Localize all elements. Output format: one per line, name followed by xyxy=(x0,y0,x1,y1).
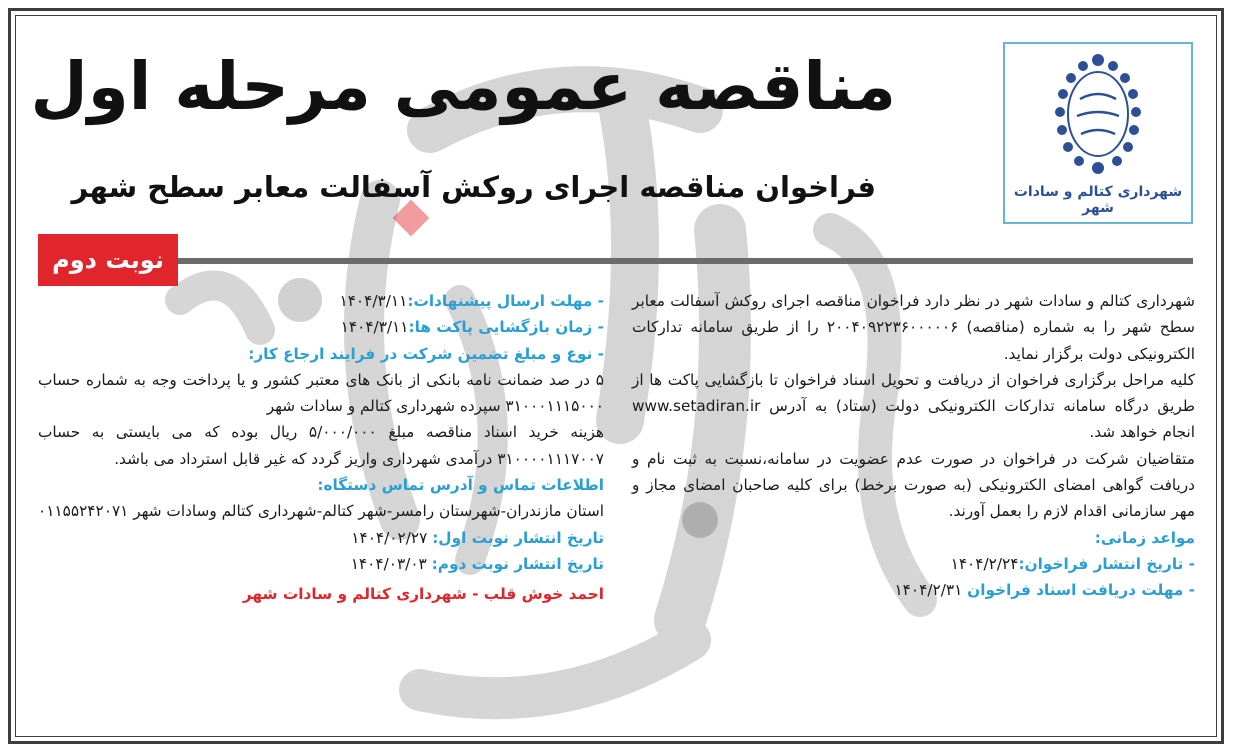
opening-time-label: - زمان بازگشایی پاکت ها: xyxy=(408,318,604,337)
setad-url: www.setadiran.ir xyxy=(632,397,761,416)
docs-deadline-label: - مهلت دریافت اسناد فراخوان xyxy=(967,581,1195,600)
guarantee-heading: - نوع و مبلغ تضمین شرکت در فرایند ارجاع کار: xyxy=(248,344,604,363)
municipality-logo xyxy=(1003,42,1193,224)
submit-deadline-value: ۱۴۰۴/۳/۱۱ xyxy=(339,292,408,310)
header-divider xyxy=(40,258,1193,264)
first-publication-row xyxy=(38,525,604,551)
left-column xyxy=(38,288,604,608)
right-column xyxy=(632,288,1195,604)
opening-time-row xyxy=(38,314,604,340)
emblem-icon xyxy=(1005,44,1191,194)
logo-caption: شهرداری کتالم و سادات شهر xyxy=(1013,184,1183,216)
docs-deadline-value: ۱۴۰۴/۲/۳۱ xyxy=(894,581,963,600)
contact-text: استان مازندران-شهرستان رامسر-شهر کتالم-شهرداری کتالم وسادات شهر ۰۱۱۵۵۲۴۲۰۷۱ xyxy=(38,502,604,521)
second-publication-label: تاریخ انتشار نوبت دوم: xyxy=(431,554,604,573)
procedure-paragraph xyxy=(632,367,1195,446)
intro-paragraph: شهرداری کتالم و سادات شهر در نظر دارد فراخوان مناقصه اجرای روکش آسفالت معابر سطح شهر را به شماره (مناقصه) ۲۰۰۴۰۹۲۲۳۶۰۰۰۰۰۶ را از طریق سامانه تدارکات الکترونیکی دولت برگزار نماید. xyxy=(632,292,1195,363)
second-publication-value: ۱۴۰۴/۰۳/۰۳ xyxy=(350,554,427,573)
publish-date-row xyxy=(632,551,1195,577)
first-publication-label: تاریخ انتشار نوبت اول: xyxy=(432,528,604,547)
page-subtitle: فراخوان مناقصه اجرای روکش آسفالت معابر سطح شهر xyxy=(71,170,876,204)
registration-paragraph: متقاضیان شرکت در فراخوان در صورت عدم عضویت در سامانه،نسبت به ثبت نام و دریافت گواهی امضای الکترونیکی (به صورت برخط) برای کلیه صاحبان امضای مجاز و مهر سازمانی اقدام لازم را بعمل آورند. xyxy=(632,449,1195,521)
submit-deadline-row xyxy=(38,288,604,314)
opening-time-value: ۱۴۰۴/۳/۱۱ xyxy=(340,318,409,337)
contact-heading: اطلاعات تماس و آدرس تماس دستگاه: xyxy=(317,476,604,495)
submit-deadline-label: - مهلت ارسال پیشنهادات: xyxy=(407,292,604,310)
procedure-tail: انجام خواهد شد. xyxy=(1089,423,1195,442)
publish-date-value: ۱۴۰۴/۲/۲۴ xyxy=(950,554,1019,573)
issue-badge: نوبت دوم xyxy=(38,234,178,286)
signature: احمد خوش قلب - شهرداری کتالم و سادات شهر xyxy=(242,585,604,604)
guarantee-text: ۵ در صد ضمانت نامه بانکی از بانک های معتبر کشور و یا پرداخت وجه به شماره حساب ۳۱۰۰۰۱۱۱۵۰۰۰ سپرده شهرداری کتالم و سادات شهر xyxy=(38,370,604,416)
first-publication-value: ۱۴۰۴/۰۲/۲۷ xyxy=(351,528,428,547)
page-title: مناقصه عمومی مرحله اول xyxy=(30,48,896,125)
second-publication-row xyxy=(38,551,604,577)
schedule-heading: مواعد زمانی: xyxy=(1094,528,1195,547)
docs-deadline-row xyxy=(632,577,1195,603)
publish-date-label: - تاریخ انتشار فراخوان: xyxy=(1018,554,1195,573)
procedure-text: کلیه مراحل برگزاری فراخوان از دریافت و تحویل اسناد فراخوان تا بازگشایی پاکت ها از طریق درگاه سامانه تدارکات الکترونیکی دولت (ستاد) به آدرس xyxy=(632,370,1195,416)
fee-text: هزینه خرید اسناد مناقصه مبلغ ۵/۰۰۰/۰۰۰ ریال بوده که می بایستی به حساب ۳۱۰۰۰۰۱۱۱۷۰۰۷ درآمدی شهرداری واریز گردد که غیر قابل استرداد می باشد. xyxy=(38,423,604,468)
